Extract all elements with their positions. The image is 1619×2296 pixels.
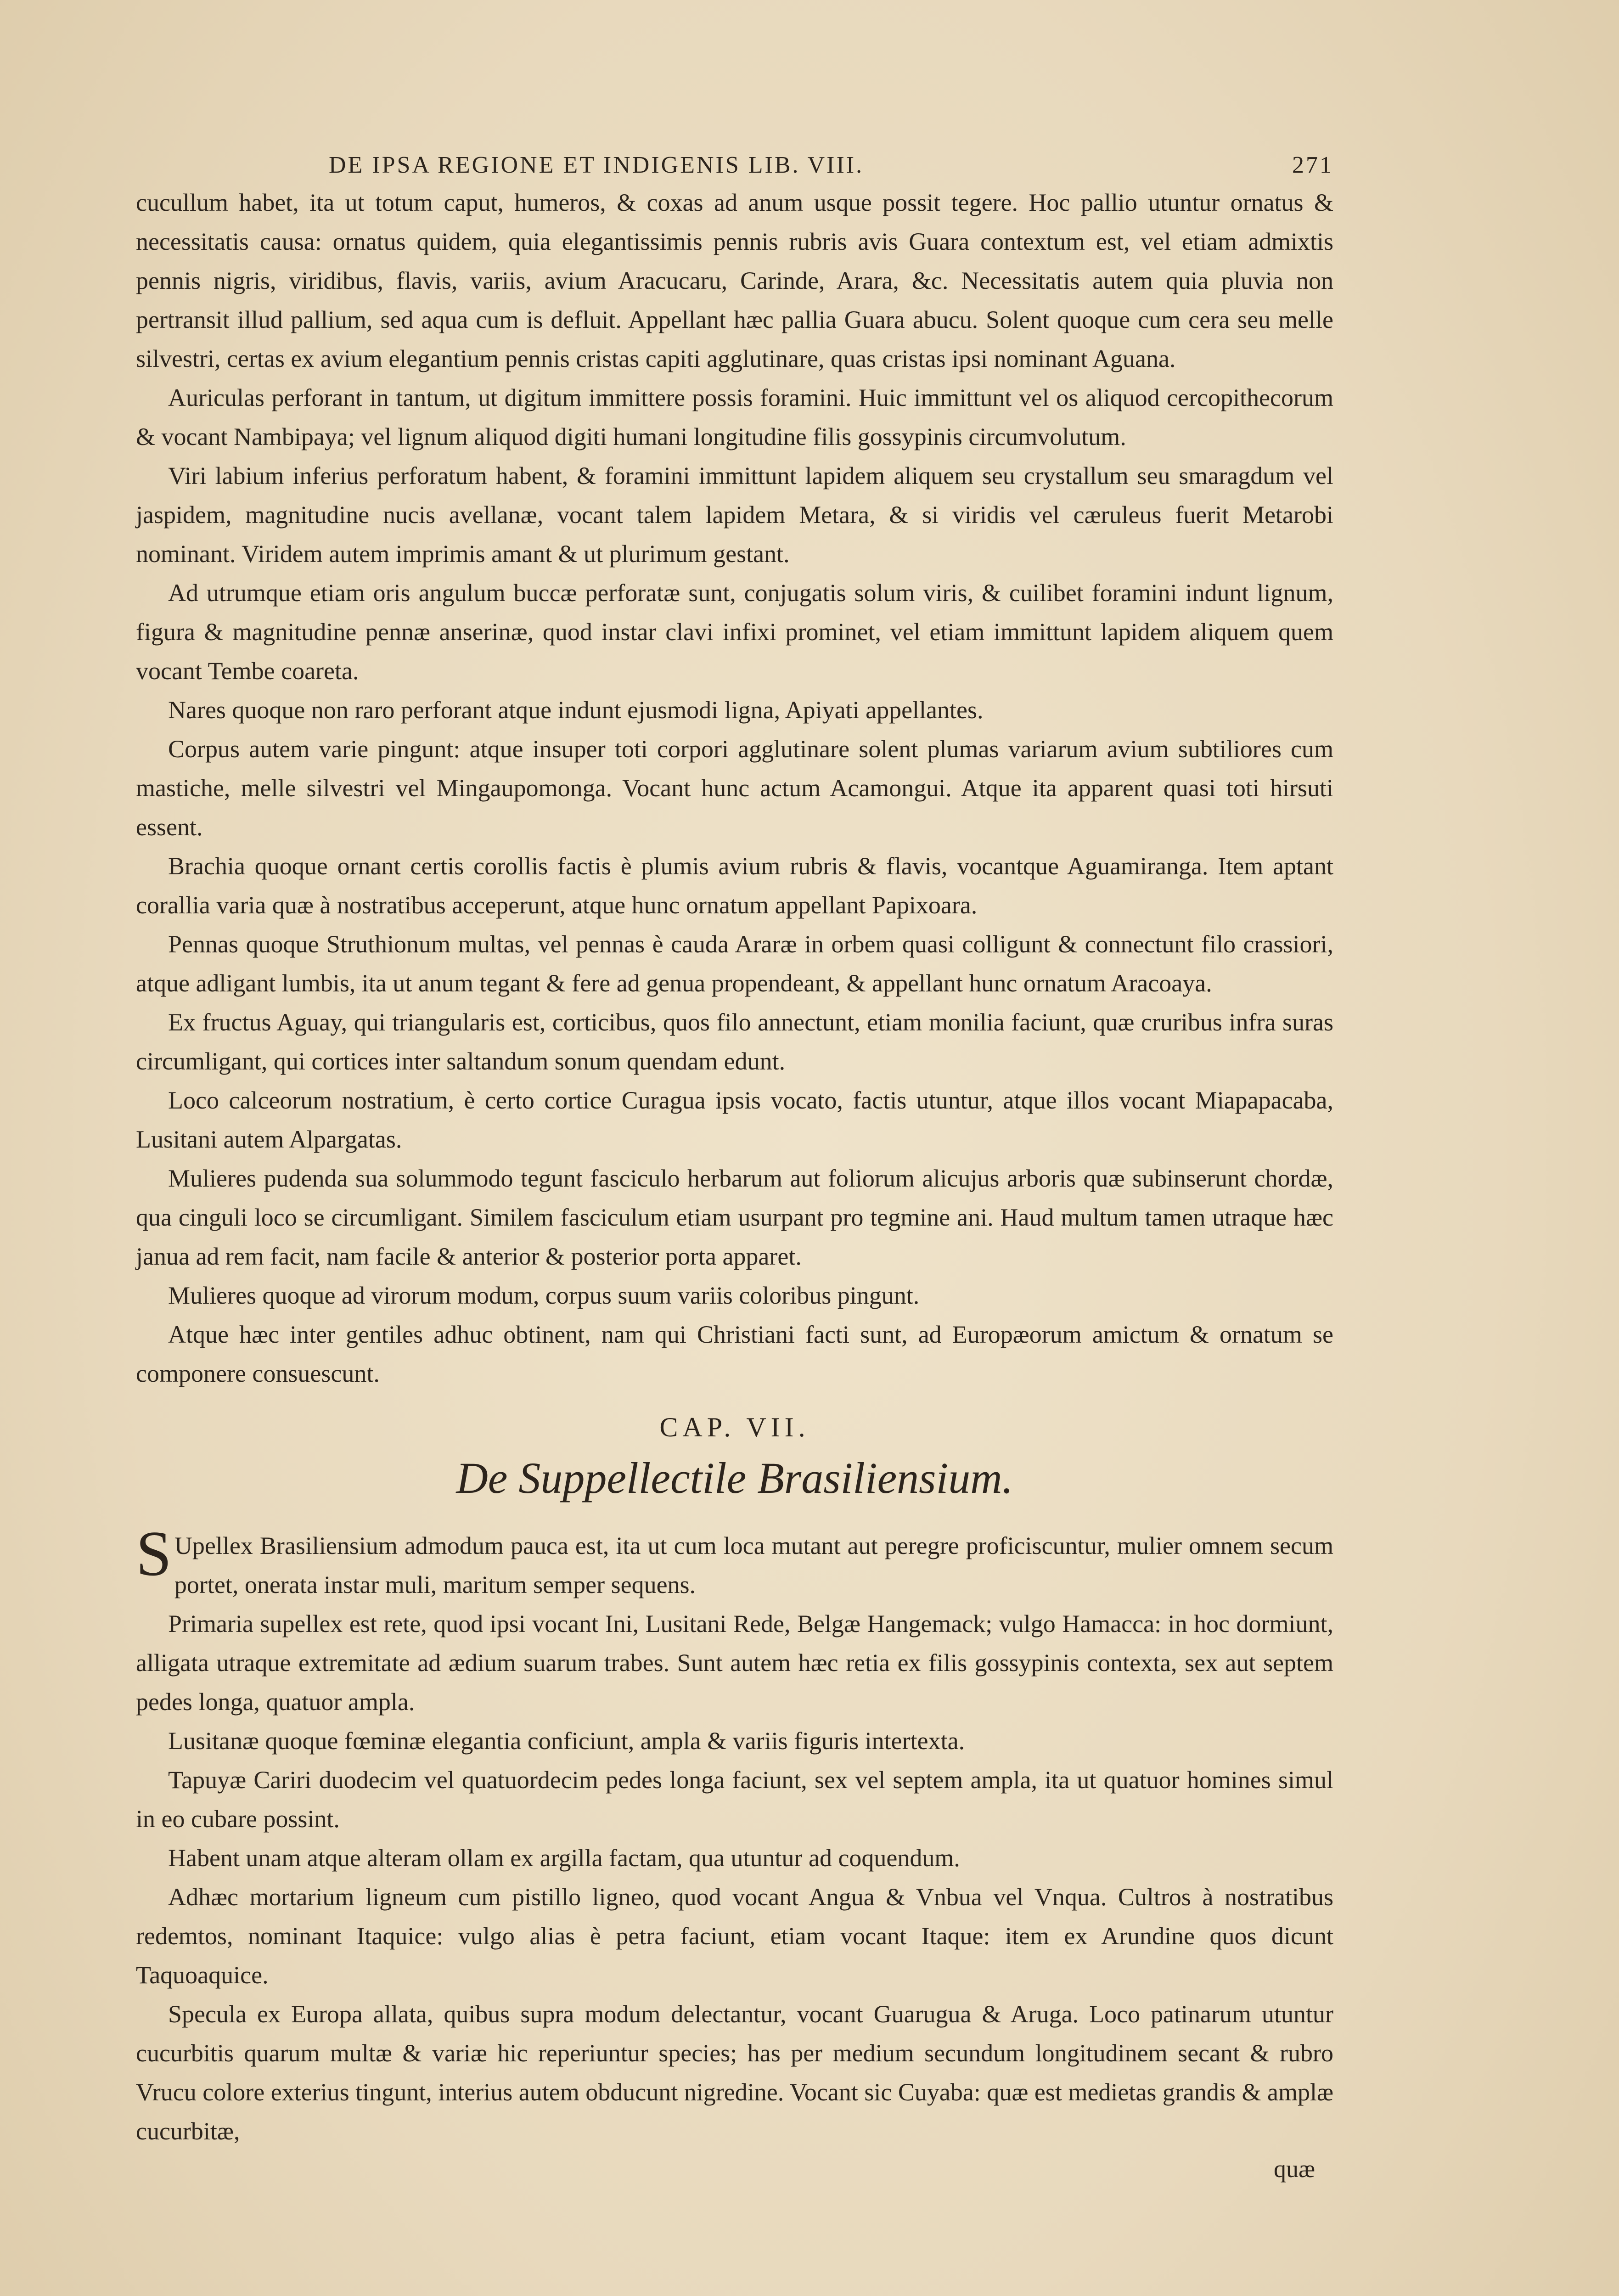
paragraph: Ex fructus Aguay, qui triangularis est, corticibus, quos filo annectunt, etiam monilia faciunt, quæ cruribus infra suras circumligant, qui cortices inter saltandum sonum quendam edunt. [136, 1008, 1333, 1075]
paragraph: cucullum habet, ita ut totum caput, humeros, & coxas ad anum usque possit tegere. Hoc pallio utuntur ornatus & necessitatis causa: ornatus quidem, quia elegantissimis pennis rubris avis Guara contextum est, vel etiam admixtis pennis nigris, viridibus, flavis, variis, avium Aracucaru, Carinde, Arara, &c. Necessitatis autem quia pluvia non pertransit illud pallium, sed aqua cum is defluit. Appellant hæc pallia Guara abucu. Solent quoque cum cera seu melle silvestri, certas ex avium elegantium pennis cristas capiti agglutinare, quas cristas ipsi nominant Aguana. [136, 189, 1333, 372]
paragraph: Primaria supellex est rete, quod ipsi vocant Ini, Lusitani Rede, Belgæ Hangemack; vulgo Hamacca: in hoc dormiunt, alligata utraque extremitate ad ædium suarum trabes. Sunt autem hæc retia ex filis gossypinis contexta, sex aut septem pedes longa, quatuor ampla. [136, 1610, 1333, 1716]
text-block [136, 152, 1333, 2183]
running-head-title: DE IPSA REGIONE ET INDIGENIS LIB. VIII. [329, 152, 864, 178]
paragraph-text: Upellex Brasiliensium admodum pauca est, ita ut cum loca mutant aut peregre proficiscuntur, mulier omnem secum portet, onerata instar muli, maritum semper sequens. [174, 1532, 1333, 1598]
chapter-title: De Suppellectile Brasiliensium. [456, 1453, 1013, 1503]
paragraph: Habent unam atque alteram ollam ex argilla factam, qua utuntur ad coquendum. [168, 1844, 960, 1872]
paragraph: Ad utrumque etiam oris angulum buccæ perforatæ sunt, conjugatis solum viris, & cuilibet foramini indunt lignum, figura & magnitudine pennæ anserinæ, quod instar clavi infixi prominet, vel etiam immittunt lapidem aliquem quem vocant Tembe coareta. [136, 579, 1333, 685]
paragraph: Auriculas perforant in tantum, ut digitum immittere possis foramini. Huic immittunt vel os aliquod cercopithecorum & vocant Nambipaya; vel lignum aliquod digiti humani longitudine filis gossypinis circumvolutum. [136, 384, 1333, 450]
paragraph: Tapuyæ Cariri duodecim vel quatuordecim pedes longa faciunt, sex vel septem ampla, ita ut quatuor homines simul in eo cubare possint. [136, 1766, 1333, 1833]
paragraph: Nares quoque non raro perforant atque indunt ejusmodi ligna, Apiyati appellantes. [168, 696, 984, 724]
chapter-label: CAP. VII. [659, 1412, 810, 1442]
chapter-first-paragraph [136, 1518, 1333, 1604]
paragraph: Lusitanæ quoque fœminæ elegantia conficiunt, ampla & variis figuris intertexta. [168, 1727, 965, 1755]
page-number: 271 [1292, 152, 1333, 178]
paragraph: Corpus autem varie pingunt: atque insuper toti corpori agglutinare solent plumas variarum avium subtiliores cum mastiche, melle silvestri vel Mingaupomonga. Vocant hunc actum Acamongui. Atque ita apparent quasi toti hirsuti essent. [136, 735, 1333, 841]
paragraph: Specula ex Europa allata, quibus supra modum delectantur, vocant Guarugua & Aruga. Loco patinarum utuntur cucurbitis quarum multæ & variæ hic reperiuntur species; has per medium secundum longitudinem secant & rubro Vrucu colore exterius tingunt, interius autem obducunt nigredine. Vocant sic Cuyaba: quæ est medietas grandis & amplæ cucurbitæ, [136, 2000, 1333, 2145]
paragraph: Atque hæc inter gentiles adhuc obtinent, nam qui Christiani facti sunt, ad Europæorum amictum & ornatum se componere consuescunt. [136, 1321, 1333, 1387]
paragraph: Mulieres quoque ad virorum modum, corpus suum variis coloribus pingunt. [168, 1282, 920, 1309]
paragraph: Mulieres pudenda sua solummodo tegunt fasciculo herbarum aut foliorum alicujus arboris quæ subinserunt chordæ, qua cinguli loco se circumligant. Similem fasciculum etiam usurpant pro tegmine ani. Haud multum tamen utraque hæc janua ad rem facit, nam facile & anterior & posterior porta apparet. [136, 1165, 1333, 1270]
paragraph: Brachia quoque ornant certis corollis factis è plumis avium rubris & flavis, vocantque Aguamiranga. Item aptant corallia varia quæ à nostratibus acceperunt, atque hunc ornatum appellant Papixoara. [136, 852, 1333, 919]
catchword: quæ [1273, 2155, 1315, 2183]
paragraph: Pennas quoque Struthionum multas, vel pennas è cauda Araræ in orbem quasi colligunt & connectunt filo crassiori, atque adligant lumbis, ita ut anum tegant & fere ad genua propendeant, & appellant hunc ornatum Aracoaya. [136, 930, 1333, 997]
drop-cap: S [136, 1518, 172, 1589]
paragraph: Loco calceorum nostratium, è certo cortice Curagua ipsis vocato, factis utuntur, atque illos vocant Miapapacaba, Lusitani autem Alpargatas. [136, 1086, 1333, 1153]
paragraph: Adhæc mortarium ligneum cum pistillo ligneo, quod vocant Angua & Vnbua vel Vnqua. Cultros à nostratibus redemtos, nominant Itaquice: vulgo alias è petra faciunt, etiam vocant Itaque: item ex Arundine quos dicunt Taquoaquice. [136, 1883, 1333, 1989]
paragraph: Viri labium inferius perforatum habent, & foramini immittunt lapidem aliquem seu crystallum seu smaragdum vel jaspidem, magnitudine nucis avellanæ, vocant talem lapidem Metara, & si viridis vel cæruleus fuerit Metarobi nominant. Viridem autem imprimis amant & ut plurimum gestant. [136, 462, 1333, 568]
running-head [136, 152, 1333, 179]
